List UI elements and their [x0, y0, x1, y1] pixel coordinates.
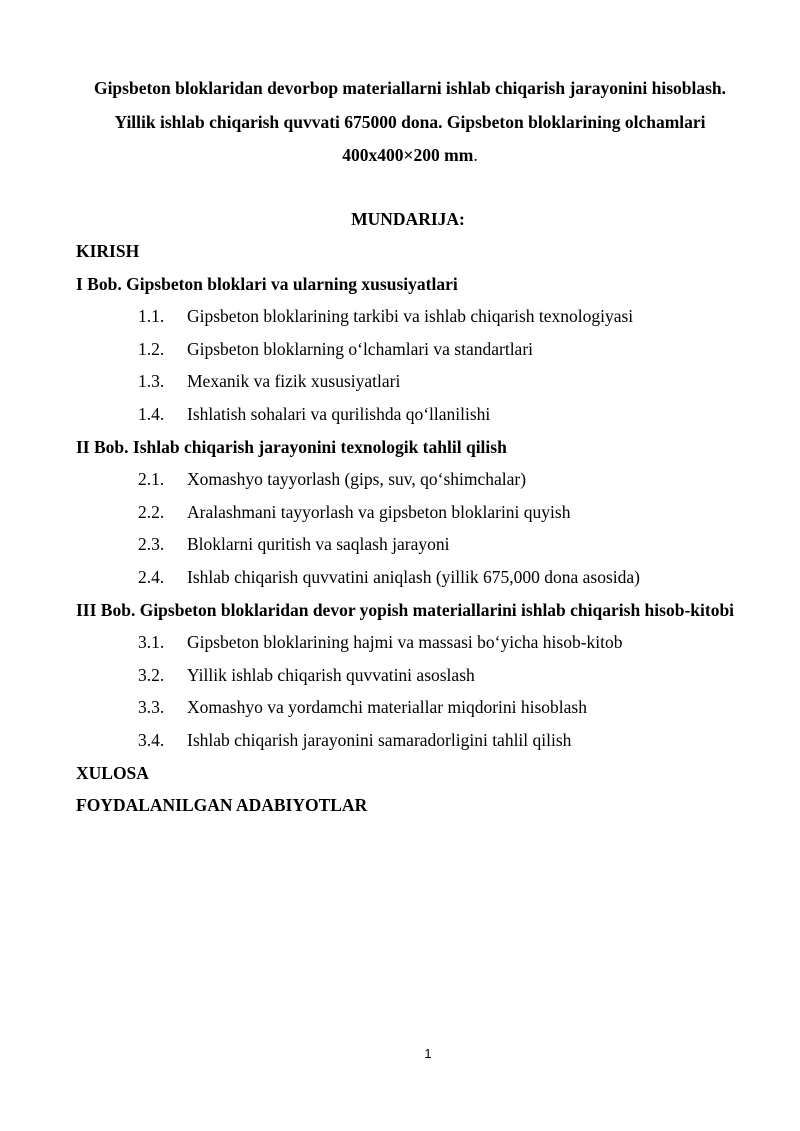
toc-section-number: 3.4. — [138, 729, 165, 750]
toc-section-number: 3.1. — [138, 632, 165, 653]
toc-heading: MUNDARIJA: — [351, 209, 465, 229]
toc-section-number: 2.1. — [138, 469, 165, 490]
toc-section-title: Gipsbeton bloklarining hajmi va massasi bo‘yicha hisob-kitob — [187, 632, 623, 653]
toc-section-title: Gipsbeton bloklarining tarkibi va ishlab chiqarish texnologiyasi — [187, 306, 634, 327]
document-title-text: Gipsbeton bloklaridan devorbop materiallarni ishlab chiqarish jarayonini hisoblash. Yillik ishlab chiqarish quvvati 675000 dona. Gipsbeton bloklarining olchamlari 400x400×200 mm — [93, 78, 727, 165]
toc-intro: KIRISH — [76, 241, 140, 261]
toc-conclusion: XULOSA — [76, 762, 149, 783]
toc-section-title: Ishlab chiqarish quvvatini aniqlash (yillik 675,000 dona asosida) — [187, 566, 640, 587]
table-of-contents — [76, 235, 766, 822]
toc-section — [76, 561, 766, 594]
toc-section-title: Xomashyo tayyorlash (gips, suv, qo‘shimchalar) — [187, 469, 527, 490]
toc-section — [76, 463, 766, 496]
toc-chapter-3: III Bob. Gipsbeton bloklaridan devor yopish materiallarini ishlab chiqarish hisob-kitobi — [76, 599, 735, 620]
toc-section — [76, 333, 766, 366]
toc-section — [76, 528, 766, 561]
toc-section-number: 2.2. — [138, 501, 165, 522]
toc-section — [76, 365, 766, 398]
toc-chapter-2: II Bob. Ishlab chiqarish jarayonini texnologik tahlil qilish — [76, 436, 507, 457]
toc-section-title: Xomashyo va yordamchi materiallar miqdorini hisoblash — [187, 697, 587, 718]
toc-section-title: Yillik ishlab chiqarish quvvatini asoslash — [187, 664, 475, 685]
toc-section-title: Mexanik va fizik xususiyatlari — [187, 371, 401, 392]
toc-section — [76, 496, 766, 529]
toc-section-number: 3.3. — [138, 697, 165, 718]
page-number: 1 — [424, 1046, 432, 1061]
toc-chapter-1: I Bob. Gipsbeton bloklari va ularning xususiyatlari — [76, 273, 458, 294]
toc-section-number: 1.1. — [138, 306, 165, 327]
toc-references: FOYDALANILGAN ADABIYOTLAR — [76, 795, 368, 816]
toc-section — [76, 398, 766, 431]
toc-section-title: Gipsbeton bloklarning o‘lchamlari va standartlari — [187, 338, 534, 359]
toc-section-number: 1.2. — [138, 338, 165, 359]
document-title — [90, 72, 730, 173]
toc-section — [76, 659, 766, 692]
toc-section-number: 3.2. — [138, 664, 165, 685]
toc-section — [76, 300, 766, 333]
toc-section — [76, 626, 766, 659]
toc-section-number: 1.3. — [138, 371, 165, 392]
toc-section-number: 2.4. — [138, 566, 165, 587]
toc-section-title: Ishlab chiqarish jarayonini samaradorligini tahlil qilish — [187, 729, 572, 750]
toc-section-number: 1.4. — [138, 403, 165, 424]
toc-section-title: Aralashmani tayyorlash va gipsbeton bloklarini quyish — [187, 501, 571, 522]
toc-section-title: Bloklarni quritish va saqlash jarayoni — [187, 534, 450, 555]
toc-section-title: Ishlatish sohalari va qurilishda qo‘llanilishi — [187, 403, 491, 424]
toc-section — [76, 691, 766, 724]
toc-section — [76, 724, 766, 757]
document-title-period: . — [473, 145, 478, 165]
toc-section-number: 2.3. — [138, 534, 165, 555]
